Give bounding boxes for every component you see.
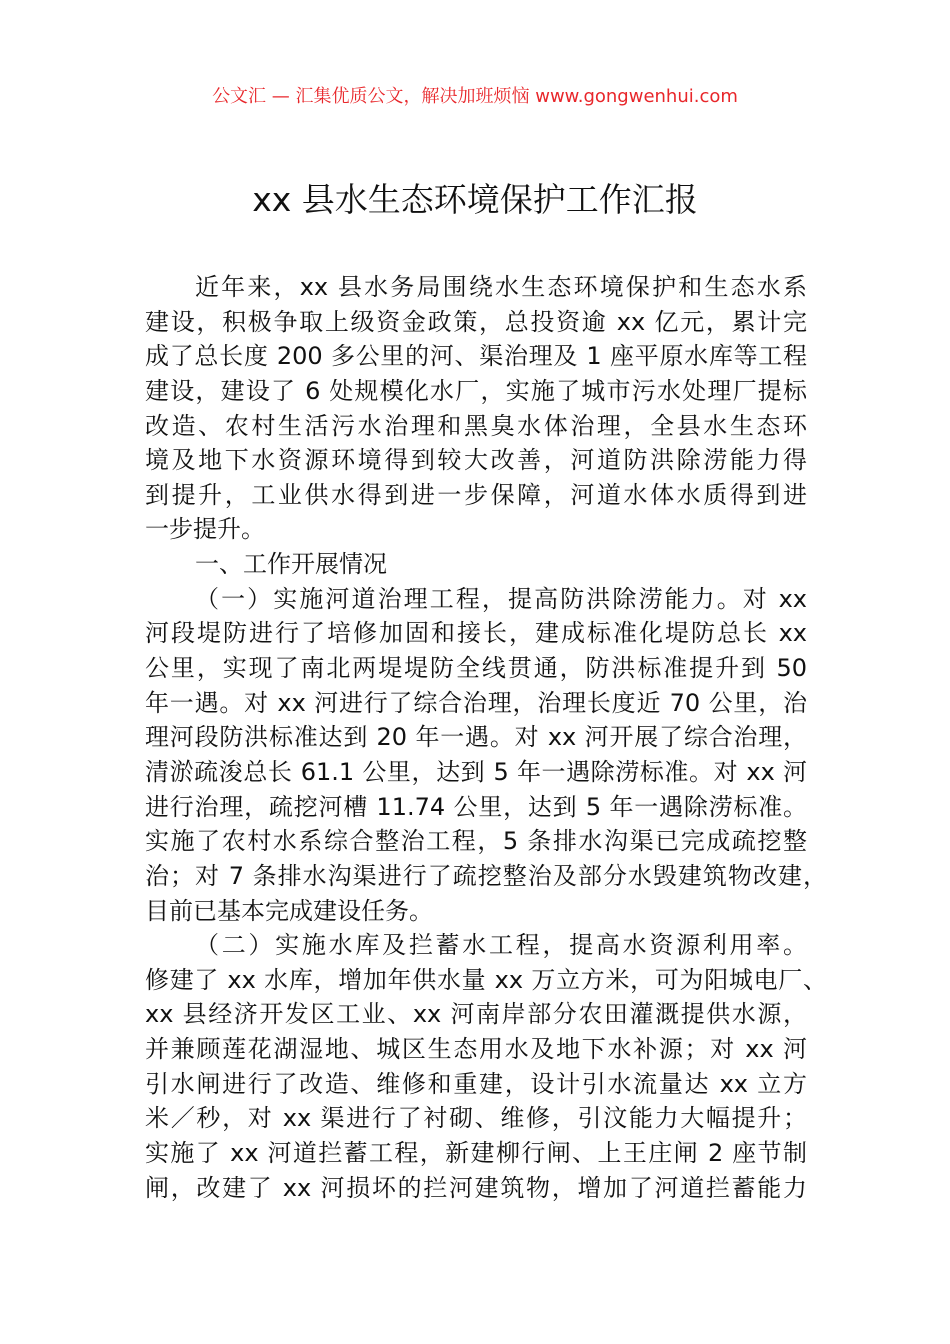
text-line: 一、工作开展情况: [195, 550, 387, 579]
text-line: 治；对 7 条排水沟渠进行了疏挖整治及部分水毁建筑物改建，: [145, 861, 827, 890]
paragraph: [145, 270, 807, 547]
text-line: 进行治理，疏挖河槽 11.74 公里，达到 5 年一遇除涝标准。: [145, 792, 807, 821]
text-line: xx 县经济开发区工业、xx 河南岸部分农田灌溉提供水源，: [145, 1000, 807, 1029]
text-line: 并兼顾莲花湖湿地、城区生态用水及地下水补源；对 xx 河: [145, 1035, 807, 1064]
document-title: xx 县水生态环境保护工作汇报: [252, 180, 698, 219]
section-heading: [145, 547, 807, 582]
text-line: 近年来，xx 县水务局围绕水生态环境保护和生态水系: [195, 273, 807, 301]
text-line: 改造、农村生活污水治理和黑臭水体治理，全县水生态环: [145, 411, 807, 440]
text-line: 一步提升。: [145, 515, 265, 544]
text-line: （二）实施水库及拦蓄水工程，提高水资源利用率。: [195, 931, 807, 960]
text-line: 年一遇。对 xx 河进行了综合治理，治理长度近 70 公里，治: [145, 688, 807, 717]
text-line: 修建了 xx 水库，增加年供水量 xx 万立方米，可为阳城电厂、: [145, 965, 827, 994]
text-line: 建设，建设了 6 处规模化水厂，实施了城市污水处理厂提标: [145, 376, 807, 405]
document-body: [145, 270, 827, 1205]
text-line: 目前已基本完成建设任务。: [145, 896, 433, 925]
text-line: 成了总长度 200 多公里的河、渠治理及 1 座平原水库等工程: [145, 342, 807, 371]
text-line: 实施了农村水系综合整治工程，5 条排水沟渠已完成疏挖整: [145, 827, 807, 856]
text-line: 理河段防洪标准达到 20 年一遇。对 xx 河开展了综合治理，: [145, 723, 807, 752]
text-line: 引水闸进行了改造、维修和重建，设计引水流量达 xx 立方: [145, 1069, 807, 1098]
text-line: 实施了 xx 河道拦蓄工程，新建柳行闸、上王庄闸 2 座节制: [145, 1139, 807, 1168]
paragraph: [145, 928, 827, 1205]
text-line: 闸，改建了 xx 河损坏的拦河建筑物，增加了河道拦蓄能力: [145, 1173, 807, 1202]
text-line: 米／秒，对 xx 渠进行了衬砌、维修，引汶能力大幅提升；: [145, 1104, 807, 1133]
paragraph: [145, 582, 827, 928]
text-line: 河段堤防进行了培修加固和接长，建成标准化堤防总长 xx: [145, 619, 807, 648]
text-line: 公里，实现了南北两堤堤防全线贯通，防洪标准提升到 50: [145, 654, 807, 683]
watermark-banner: 公文汇 — 汇集优质公文，解决加班烦恼 www.gongwenhui.com: [212, 86, 738, 107]
text-line: 清淤疏浚总长 61.1 公里，达到 5 年一遇除涝标准。对 xx 河: [145, 757, 807, 786]
text-line: （一）实施河道治理工程，提高防洪除涝能力。对 xx: [195, 584, 807, 613]
text-line: 到提升，工业供水得到进一步保障，河道水体水质得到进: [145, 480, 807, 509]
text-line: 建设，积极争取上级资金政策，总投资逾 xx 亿元，累计完: [145, 307, 807, 336]
text-line: 境及地下水资源环境得到较大改善，河道防洪除涝能力得: [145, 446, 807, 475]
